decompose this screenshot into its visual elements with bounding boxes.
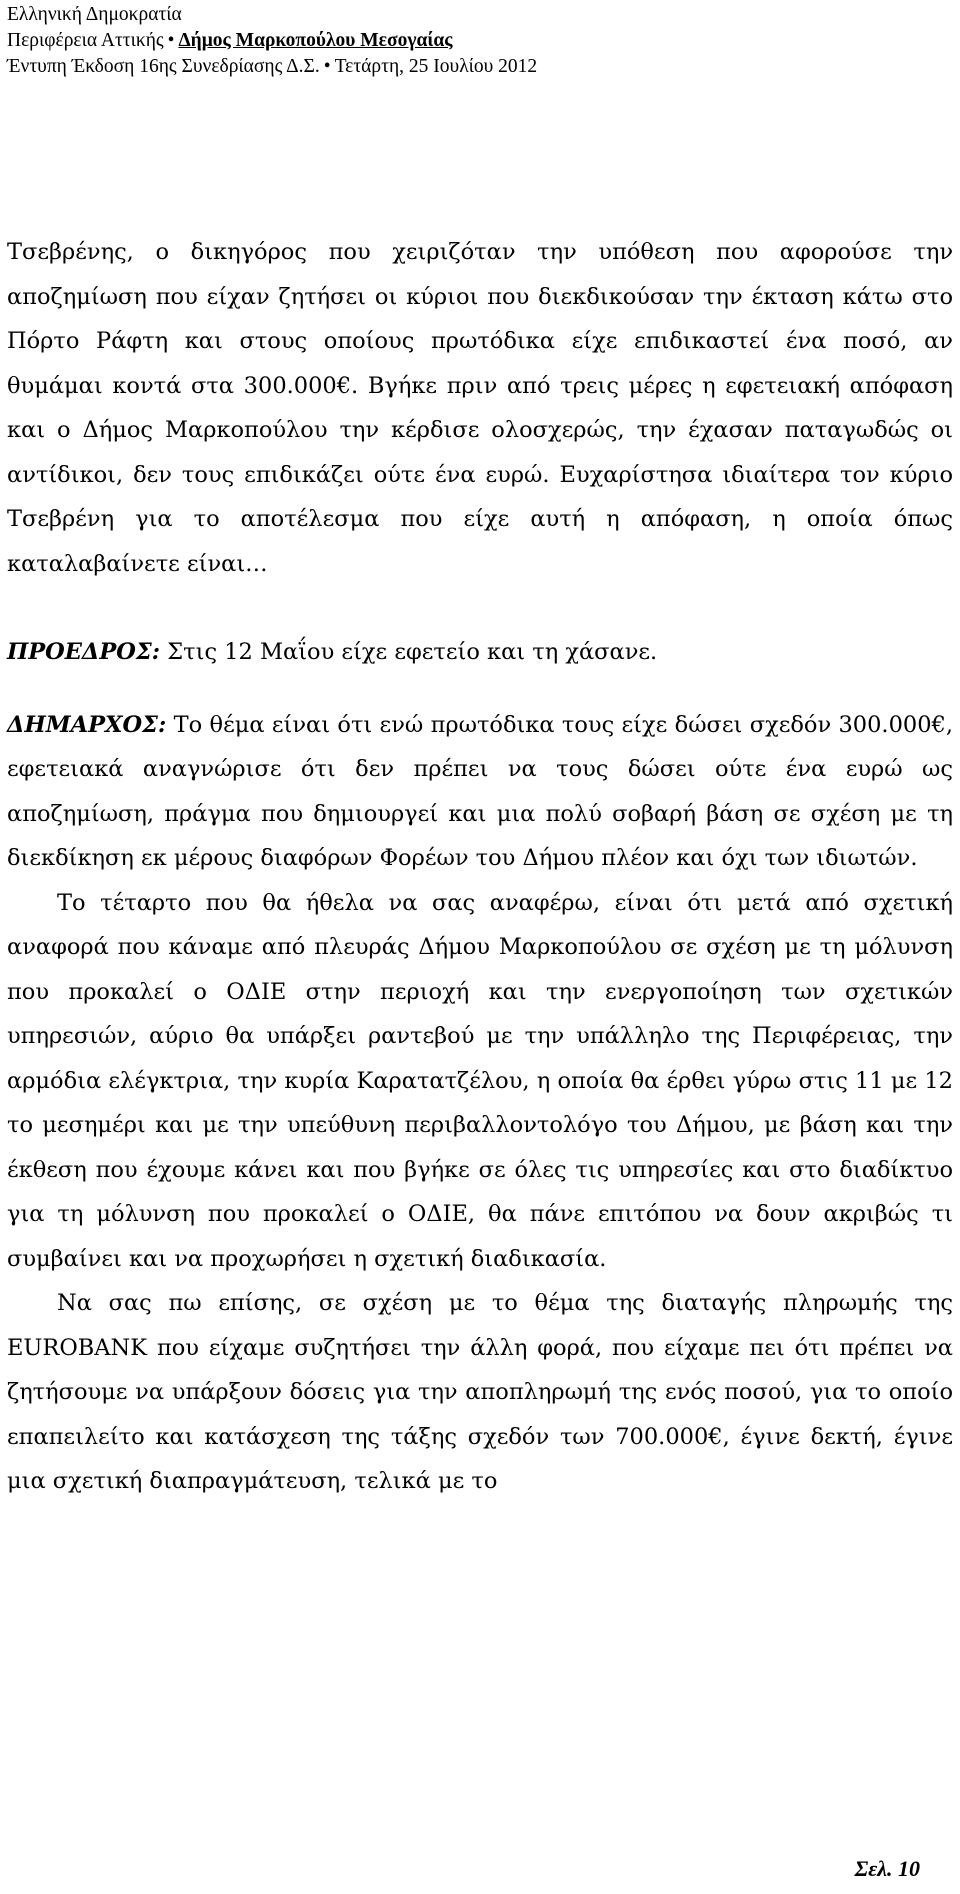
header-country: Ελληνική Δημοκρατία <box>7 4 182 25</box>
page-number: Σελ. 10 <box>854 1856 920 1881</box>
header-session-line <box>7 54 537 80</box>
document-header <box>7 2 537 80</box>
paragraph-3 <box>7 703 953 881</box>
bullet-separator: • <box>323 56 331 77</box>
paragraph-3-text: Το θέμα είναι ότι ενώ πρωτόδικα τους είχε δώσει σχεδόν 300.000€, εφετειακά αναγνώρισε ότι δεν πρέπει να τους δώσει ούτε ένα ευρώ ως αποζημίωση, πράγμα που δημιουργεί και μια πολύ σοβαρή βάση σε σχέση με τη διεκδίκηση εκ μέρους διαφόρων Φορέων του Δήμου πλέον και όχι των ιδιωτών. <box>7 711 953 871</box>
paragraph-4: Το τέταρτο που θα ήθελα να σας αναφέρω, είναι ότι μετά από σχετική αναφορά που κάναμε από πλευράς Δήμου Μαρκοπούλου σε σχέση με τη μόλυνση που προκαλεί ο ΟΔΙΕ στην περιοχή και την ενεργοποίηση των σχετικών υπηρεσιών, αύριο θα υπάρξει ραντεβού με την υπάλληλο της Περιφέρειας, την αρμόδια ελέγκτρια, την κυρία Καρατατζέλου, η οποία θα έρθει γύρω στις 11 με 12 το μεσημέρι και με την υπεύθυνη περιβαλλοντολόγο του Δήμου, με βάση και την έκθεση που έχουμε κάνει και που βγήκε σε όλες τις υπηρεσίες και στο διαδίκτυο για τη μόλυνση που προκαλεί ο ΟΔΙΕ, θα πάνε επιτόπου να δουν ακριβώς τι συμβαίνει και να προχωρήσει η σχετική διαδικασία. <box>7 889 953 1272</box>
document-body <box>7 230 953 1504</box>
header-date: Τετάρτη, 25 Ιουλίου 2012 <box>334 56 538 77</box>
paragraph-2 <box>7 630 953 675</box>
bullet-separator: • <box>167 30 175 51</box>
speaker-president: ΠΡΟΕΔΡΟΣ: <box>7 639 161 665</box>
header-region-line <box>7 28 537 54</box>
paragraph-2-text: Στις 12 Μαΐου είχε εφετείο και τη χάσανε. <box>160 639 658 665</box>
header-session: Έντυπη Έκδοση 16ης Συνεδρίασης Δ.Σ. <box>7 56 320 77</box>
paragraph-5: Να σας πω επίσης, σε σχέση με το θέμα της διαταγής πληρωμής της EUROBANK που είχαμε συζητήσει την άλλη φορά, που είχαμε πει ότι πρέπει να ζητήσουμε να υπάρξουν δόσεις για την αποπληρωμή της ενός ποσού, για το οποίο επαπειλείτο και κατάσχεση της τάξης σχεδόν των 700.000€, έγινε δεκτή, έγινε μια σχετική διαπραγμάτευση, τελικά με το <box>7 1290 953 1494</box>
header-municipality: Δήμος Μαρκοπούλου Μεσογαίας <box>178 30 453 51</box>
header-region: Περιφέρεια Αττικής <box>7 30 164 51</box>
paragraph-1: Τσεβρένης, ο δικηγόρος που χειριζόταν την υπόθεση που αφορούσε την αποζημίωση που είχαν ζητήσει οι κύριοι που διεκδικούσαν την έκταση κάτω στο Πόρτο Ράφτη και στους οποίους πρωτόδικα είχε επιδικαστεί ένα ποσό, αν θυμάμαι κοντά στα 300.000€. Βγήκε πριν από τρεις μέρες η εφετειακή απόφαση και ο Δήμος Μαρκοπούλου την κέρδισε ολοσχερώς, την έχασαν παταγωδώς οι αντίδικοι, δεν τους επιδικάζει ούτε ένα ευρώ. Ευχαρίστησα ιδιαίτερα τον κύριο Τσεβρένη για το αποτέλεσμα που είχε αυτή η απόφαση, η οποία όπως καταλαβαίνετε είναι… <box>7 239 953 577</box>
speaker-mayor: ΔΗΜΑΡΧΟΣ: <box>7 711 167 738</box>
